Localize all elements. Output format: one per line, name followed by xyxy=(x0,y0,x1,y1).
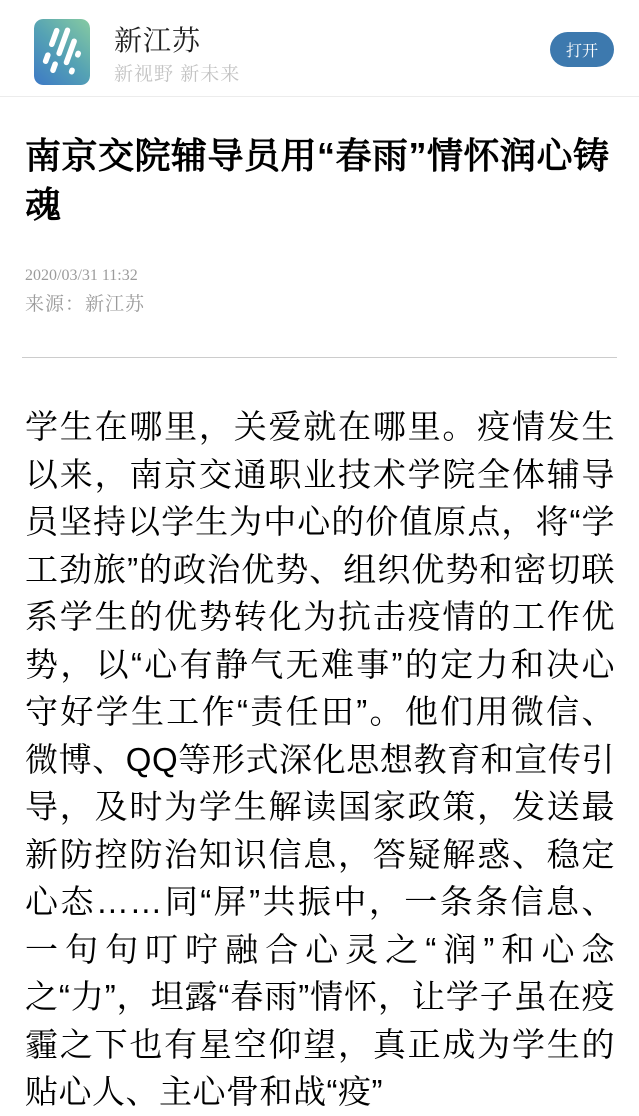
article-source: 来源：新江苏 xyxy=(25,294,146,315)
app-name: 新江苏 xyxy=(114,25,202,56)
banner-text xyxy=(114,19,240,86)
app-tagline: 新视野 新未来 xyxy=(114,64,241,85)
app-logo-icon xyxy=(34,19,90,85)
article-title: 南京交院辅导员用“春雨”情怀润心铸魂 xyxy=(25,135,610,225)
article-date: 2020/03/31 11:32 xyxy=(25,267,138,284)
open-app-button[interactable]: 打开 xyxy=(550,32,614,67)
article-body: 学生在哪里，关爱就在哪里。疫情发生以来，南京交通职业技术学院全体辅导员坚持以学生为中心的价值原点，将“学工劲旅”的政治优势、组织优势和密切联系学生的优势转化为抗击疫情的工作优势，以“心有静气无难事”的定力和决心守好学生工作“责任田”。他们用微信、微博、QQ等形式深化思想教育和宣传引导，及时为学生解读国家政策，发送最新防控防治知识信息，答疑解惑、稳定心态……同“屏”共振中，一条条信息、一句句叮咛融合心灵之“润”和心念之“力”，坦露“春雨”情怀，让学子虽在疫霾之下也有星空仰望，真正成为学生的贴心人、主心骨和战“疫” xyxy=(25,408,615,1110)
article xyxy=(0,131,639,1116)
app-banner xyxy=(0,0,639,97)
meta-divider xyxy=(22,357,617,358)
